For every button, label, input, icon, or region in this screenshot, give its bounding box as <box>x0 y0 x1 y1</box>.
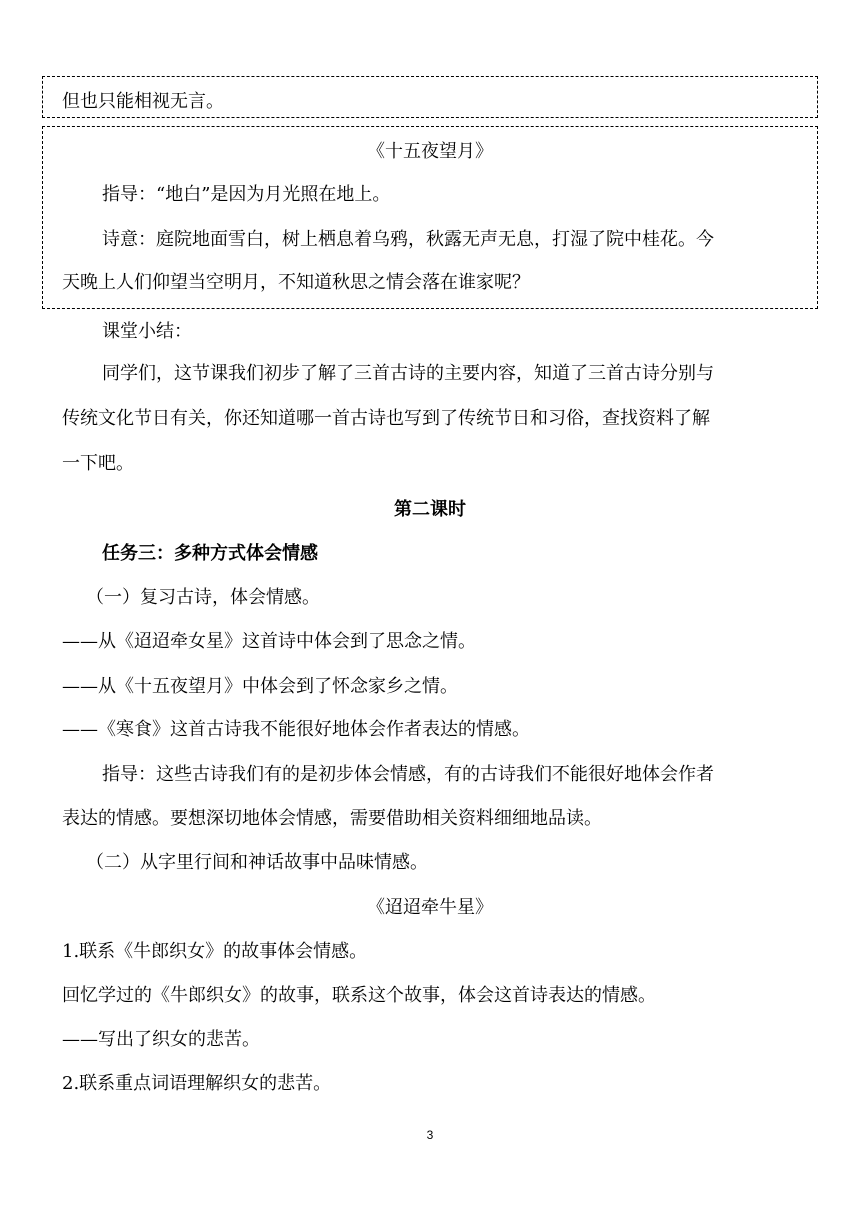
text-line: 但也只能相视无言。 <box>62 91 224 112</box>
poem-title: 《十五夜望月》 <box>367 141 493 162</box>
text-line: ——从《十五夜望月》中体会到了怀念家乡之情。 <box>62 676 458 697</box>
text-line: 天晚上人们仰望当空明月，不知道秋思之情会落在谁家呢？ <box>62 272 530 293</box>
task-heading: 任务三：多种方式体会情感 <box>102 543 318 564</box>
lesson-heading: 第二课时 <box>394 499 466 520</box>
text-line: ——《寒食》这首古诗我不能很好地体会作者表达的情感。 <box>62 719 530 740</box>
text-line: 一下吧。 <box>62 453 134 474</box>
subsection-heading: （一）复习古诗，体会情感。 <box>86 587 320 608</box>
text-line: ——写出了织女的悲苦。 <box>62 1029 260 1050</box>
page-number: 3 <box>426 1128 434 1142</box>
text-line: 同学们，这节课我们初步了解了三首古诗的主要内容，知道了三首古诗分别与 <box>102 363 714 384</box>
text-line: ——从《迢迢牵女星》这首诗中体会到了思念之情。 <box>62 631 476 652</box>
section-label: 课堂小结： <box>102 321 192 342</box>
text-line: 1.联系《牛郎织女》的故事体会情感。 <box>62 941 368 962</box>
subsection-heading: （二）从字里行间和神话故事中品味情感。 <box>86 852 428 873</box>
text-line: 指导：这些古诗我们有的是初步体会情感，有的古诗我们不能很好地体会作者 <box>102 764 714 785</box>
text-line: 2.联系重点词语理解织女的悲苦。 <box>62 1073 332 1094</box>
text-line: 指导：“地白”是因为月光照在地上。 <box>102 184 391 205</box>
text-line: 表达的情感。要想深切地体会情感，需要借助相关资料细细地品读。 <box>62 808 602 829</box>
text-line: 诗意：庭院地面雪白，树上栖息着乌鸦，秋露无声无息，打湿了院中桂花。今 <box>102 229 714 250</box>
poem-title: 《迢迢牵牛星》 <box>367 897 493 918</box>
text-line: 传统文化节日有关，你还知道哪一首古诗也写到了传统节日和习俗，查找资料了解 <box>62 408 710 429</box>
text-line: 回忆学过的《牛郎织女》的故事，联系这个故事，体会这首诗表达的情感。 <box>62 985 656 1006</box>
